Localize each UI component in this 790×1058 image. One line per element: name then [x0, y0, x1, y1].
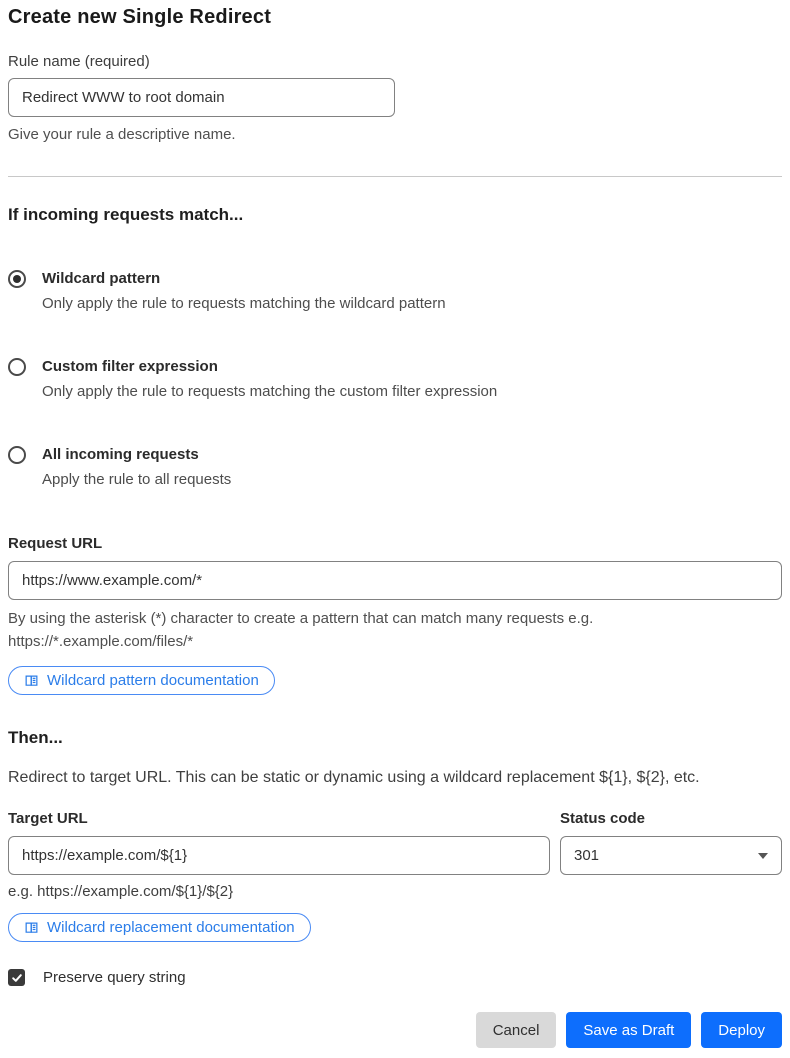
then-section-description: Redirect to target URL. This can be static or dynamic using a wildcard replacement ${1}, ${2}, etc.	[8, 769, 700, 786]
status-code-label: Status code	[560, 810, 646, 827]
target-url-label: Target URL	[8, 810, 88, 827]
wildcard-pattern-doc-button[interactable]	[8, 666, 275, 695]
target-url-input[interactable]	[8, 836, 550, 875]
open-book-icon	[24, 920, 39, 935]
radio-description: Only apply the rule to requests matching the custom filter expression	[42, 383, 498, 400]
radio-label: All incoming requests	[42, 446, 199, 463]
rule-name-help: Give your rule a descriptive name.	[8, 126, 236, 143]
footer-actions	[8, 1012, 782, 1048]
radio-button-icon[interactable]	[8, 446, 26, 464]
chevron-down-icon	[758, 853, 768, 859]
open-book-icon	[24, 673, 39, 688]
rule-name-label: Rule name (required)	[8, 53, 150, 70]
radio-description: Apply the rule to all requests	[42, 471, 232, 488]
radio-label: Wildcard pattern	[42, 270, 161, 287]
radio-description: Only apply the rule to requests matching the wildcard pattern	[42, 295, 446, 312]
target-url-help: e.g. https://example.com/${1}/${2}	[8, 883, 234, 900]
doc-button-label: Wildcard pattern documentation	[47, 672, 259, 689]
checkbox-checked-icon[interactable]	[8, 969, 25, 986]
radio-option-wildcard-pattern[interactable]	[8, 269, 782, 313]
radio-option-all-requests[interactable]	[8, 445, 782, 489]
request-url-input[interactable]	[8, 561, 782, 600]
preserve-query-string-row[interactable]	[8, 969, 782, 986]
save-as-draft-button[interactable]: Save as Draft	[566, 1012, 691, 1048]
match-section-heading: If incoming requests match...	[8, 205, 244, 224]
radio-button-icon[interactable]	[8, 270, 26, 288]
deploy-button[interactable]: Deploy	[701, 1012, 782, 1048]
rule-name-input[interactable]	[8, 78, 395, 117]
request-url-help-line1: By using the asterisk (*) character to create a pattern that can match many requests e.g.	[8, 610, 594, 627]
preserve-query-string-label: Preserve query string	[43, 969, 186, 986]
then-section-heading: Then...	[8, 728, 63, 747]
status-code-value: 301	[574, 847, 600, 864]
status-code-select[interactable]	[560, 836, 782, 875]
radio-option-custom-filter[interactable]	[8, 357, 782, 401]
radio-button-icon[interactable]	[8, 358, 26, 376]
doc-button-label: Wildcard replacement documentation	[47, 919, 295, 936]
section-divider	[8, 176, 782, 177]
request-url-label: Request URL	[8, 535, 103, 552]
page-title: Create new Single Redirect	[8, 6, 272, 28]
cancel-button[interactable]: Cancel	[476, 1012, 557, 1048]
radio-label: Custom filter expression	[42, 358, 218, 375]
request-url-help-line2: https://*.example.com/files/*	[8, 633, 194, 650]
wildcard-replacement-doc-button[interactable]	[8, 913, 311, 942]
